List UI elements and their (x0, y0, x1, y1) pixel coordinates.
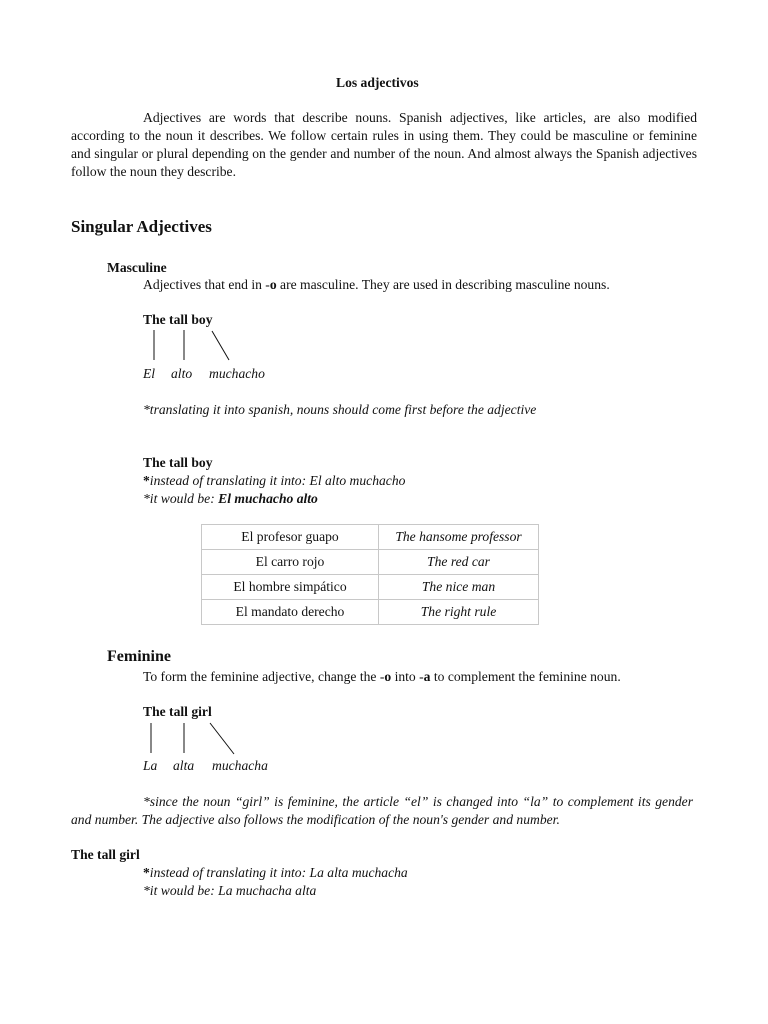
feminine-rule: To form the feminine adjective, change the -o into -a to complement the feminine noun. (143, 669, 621, 684)
masculine-would-be: *it would be: El muchacho alto (143, 491, 318, 506)
word-noun: muchacho (209, 366, 265, 381)
table-cell-spanish: El mandato derecho (202, 600, 379, 625)
masculine-rule: Adjectives that end in -o are masculine. They are used in describing masculine nouns. (143, 277, 610, 292)
table-cell-spanish: El carro rojo (202, 550, 379, 575)
masculine-heading: Masculine (107, 260, 167, 275)
feminine-heading: Feminine (107, 648, 171, 665)
feminine-note: *since the noun “girl” is feminine, the article “el” is changed into “la” to complement its gender and number. The adjective also follows the modification of the noun's gender and number. (71, 794, 693, 827)
table-cell-spanish: El profesor guapo (202, 525, 379, 550)
word-adjective: alta (173, 758, 195, 773)
connector-line (210, 723, 234, 754)
table-row (202, 550, 539, 575)
page-title: Los adjectivos (336, 75, 419, 90)
vocabulary-table (201, 524, 539, 625)
section-heading: Singular Adjectives (71, 217, 212, 236)
table-row (202, 575, 539, 600)
feminine-would-be: *it would be: La muchacha alta (143, 883, 317, 898)
word-article: La (143, 758, 158, 773)
feminine-example2-title: The tall girl (71, 847, 140, 862)
table-cell-english: The nice man (379, 575, 539, 600)
word-adjective: alto (171, 366, 193, 381)
masculine-instead: *instead of translating it into: El alto muchacho (143, 473, 406, 488)
intro-paragraph: Adjectives are words that describe nouns. Spanish adjectives, like articles, are also modified according to the noun it describes. We follow certain rules in using them. They could be masculine or feminine and singular or plural depending on the gender and number of the noun. And almost always the Spanish adjectives follow the noun they describe. (71, 110, 697, 179)
masculine-note: *translating it into spanish, nouns should come first before the adjective (143, 402, 537, 417)
connector-line (212, 331, 229, 360)
masculine-example2-title: The tall boy (143, 455, 213, 470)
table-cell-english: The right rule (379, 600, 539, 625)
table-row (202, 600, 539, 625)
table-cell-spanish: El hombre simpático (202, 575, 379, 600)
word-article: El (143, 366, 156, 381)
word-noun: muchacha (212, 758, 268, 773)
masculine-example-title: The tall boy (143, 312, 213, 327)
feminine-example-title: The tall girl (143, 704, 212, 719)
feminine-instead: *instead of translating it into: La alta muchacha (143, 865, 408, 880)
table-row (202, 525, 539, 550)
table-cell-english: The hansome professor (379, 525, 539, 550)
table-cell-english: The red car (379, 550, 539, 575)
